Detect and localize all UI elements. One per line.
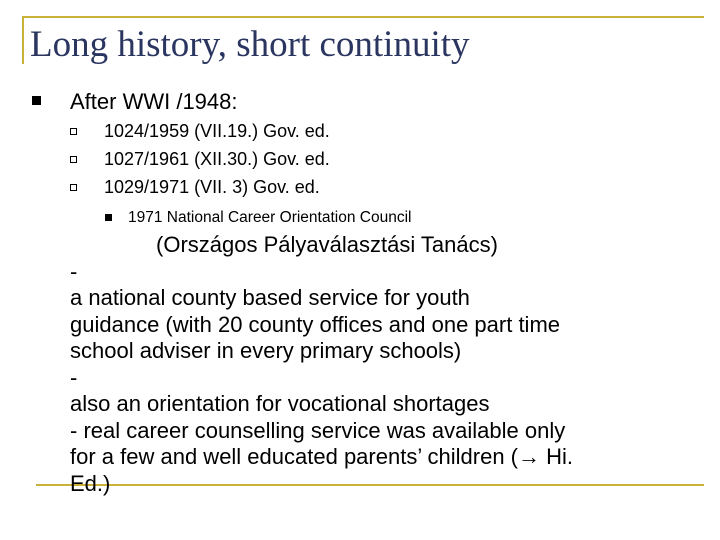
body-line-educated-parents: for a few and well educated parents’ children (→ Hi. (70, 444, 573, 469)
body-line-school-adviser: school adviser in every primary schools) (70, 338, 462, 363)
dash: - (70, 364, 78, 390)
slide-title: Long history, short continuity (30, 24, 470, 65)
line-text: a national county based service for youth (70, 285, 470, 310)
dash: - (70, 258, 78, 284)
body-line-hi-ed: Ed.) (70, 470, 111, 496)
sub-bullet-1959: 1024/1959 (VII.19.) Gov. ed. (104, 121, 330, 141)
body-line-hungarian-name: (Országos Pályaválasztási Tanács) (156, 232, 498, 257)
body-line-national-service (70, 259, 710, 312)
decor-top-rule (22, 16, 704, 18)
hollow-square-bullet-icon (70, 128, 77, 135)
bullet-square-icon (32, 96, 41, 105)
sub-bullet-1961: 1027/1961 (XII.30.) Gov. ed. (104, 149, 330, 169)
sub-sub-bullet-council: 1971 National Career Orientation Council (128, 209, 412, 226)
sub-bullet-1971: 1029/1971 (VII. 3) Gov. ed. (104, 177, 320, 197)
body-line-guidance: guidance (with 20 county offices and one part time (70, 311, 561, 337)
line-text: also an orientation for vocational shortages (70, 391, 490, 416)
decor-vertical-rule (22, 16, 24, 64)
hollow-square-bullet-icon (70, 156, 77, 163)
body-line-orientation (70, 365, 710, 418)
bullet-square-icon (105, 214, 112, 221)
hollow-square-bullet-icon (70, 184, 77, 191)
bullet-after-wwi: After WWI /1948: (70, 89, 238, 114)
body-paragraph (70, 232, 710, 497)
body-line-career-counselling: - real career counselling service was available only (70, 417, 566, 443)
